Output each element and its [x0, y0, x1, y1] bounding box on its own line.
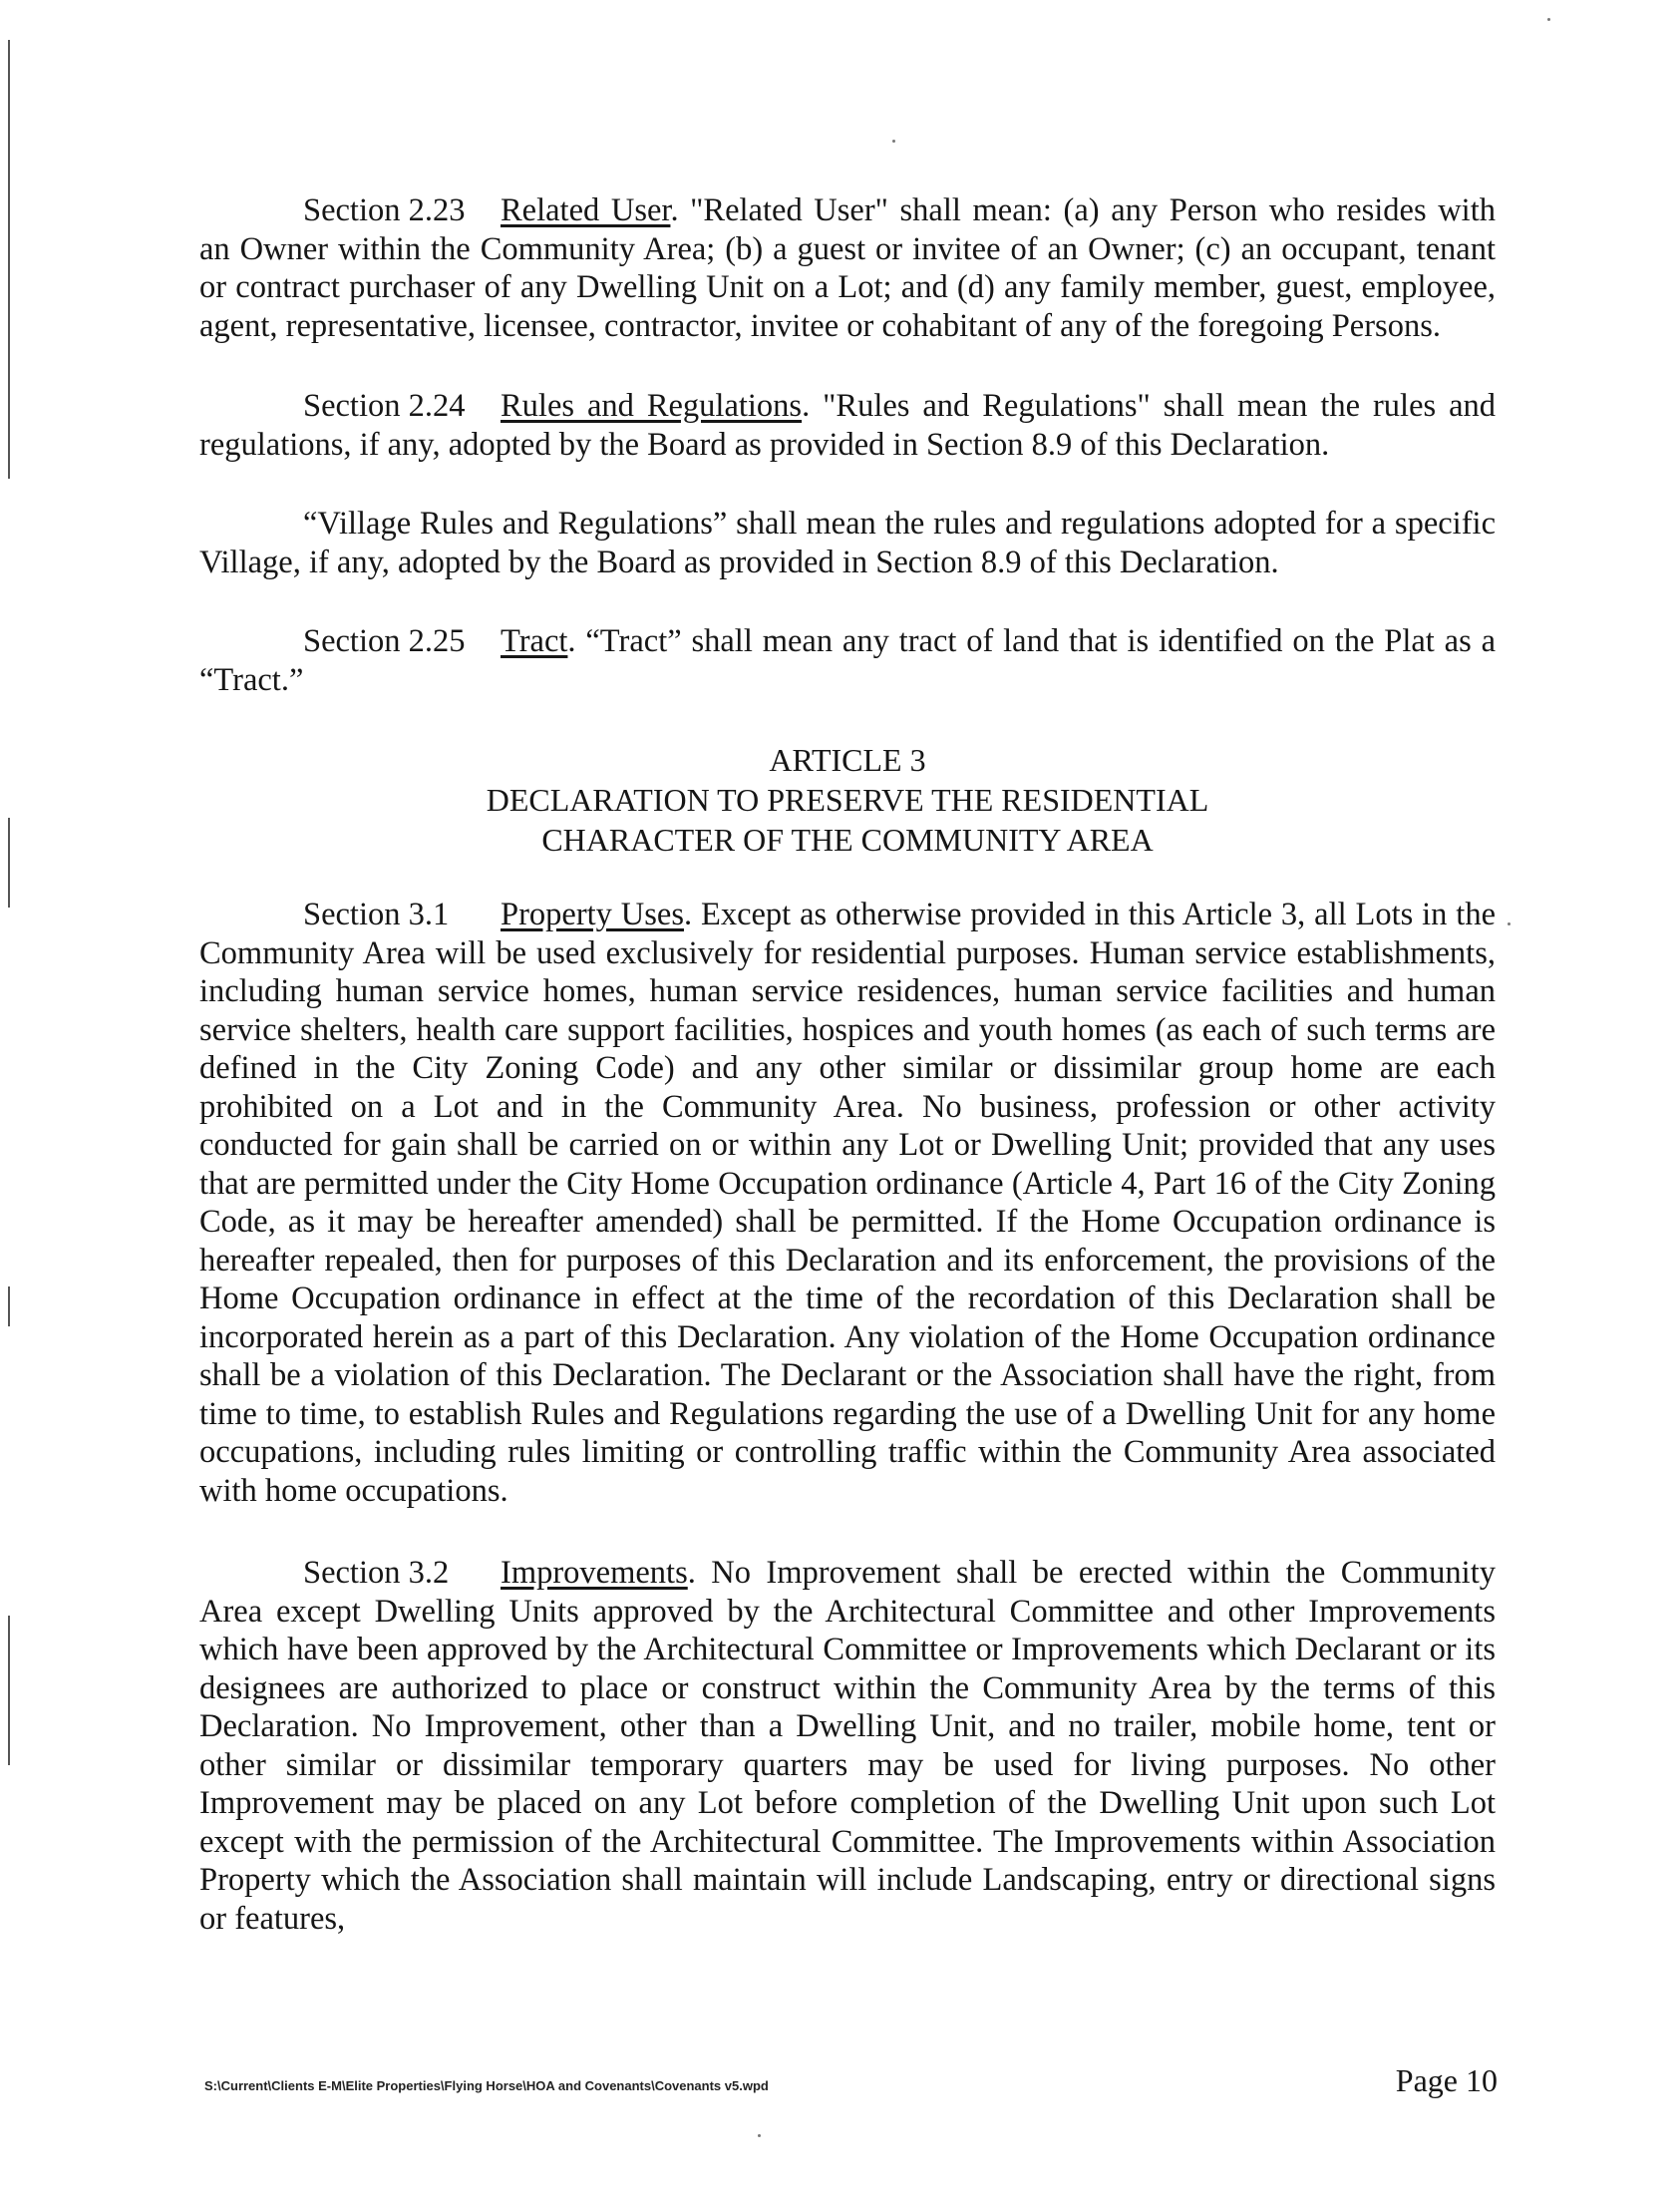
section-2-23 [199, 191, 1496, 345]
article-title-line-1: DECLARATION TO PRESERVE THE RESIDENTIAL [486, 782, 1209, 818]
scan-edge-mark [8, 818, 10, 908]
footer-file-path: S:\Current\Clients E-M\Elite Properties\Flying Horse\HOA and Covenants\Covenants v5.wpd [204, 2078, 769, 2093]
scan-speck [1547, 18, 1550, 21]
section-heading: Tract [501, 623, 568, 659]
scan-edge-mark [8, 1616, 10, 1765]
section-body: “Village Rules and Regulations” shall mean the rules and regulations adopted for a specific Village, if any, adopted by the Board as provided in Section 8.9 of this Declaration. [199, 506, 1496, 580]
section-body: . "Related User" shall mean: (a) any Person who resides with an Owner within the Community Area; (b) a guest or invitee of an Owner; (c) an occupant, tenant or contract purchaser of any Dwelling Unit on a Lot; and (d) any family member, guest, employee, agent, representative, licensee, contractor, invitee or cohabitant of any of the foregoing Persons. [199, 192, 1496, 344]
section-3-2 [199, 1554, 1496, 1938]
section-paragraph [199, 191, 1496, 345]
section-heading: Rules and Regulations [501, 388, 803, 424]
section-body: . Except as otherwise provided in this Article 3, all Lots in the Community Area will be used exclusively for residential purposes. Human service establishments, including human service homes, human service residences, human service facilities and human service shelters, health care support facilities, hospices and youth homes (as each of such terms are defined in the City Zoning Code) and any other similar or dissimilar group home are each prohibited on a Lot and in the Community Area. No business, profession or other activity conducted for gain shall be carried on or within any Lot or Dwelling Unit; provided that any uses that are permitted under the City Home Occupation ordinance (Article 4, Part 16 of the City Zoning Code, as it may be hereafter amended) shall be permitted. If the Home Occupation ordinance is hereafter repealed, then for purposes of this Declaration and its enforcement, the provisions of the Home Occupation ordinance in effect at the time of the recordation of this Declaration shall be incorporated herein as a part of this Declaration. Any violation of the Home Occupation ordinance shall be a violation of this Declaration. The Declarant or the Association shall have the right, from time to time, to establish Rules and Regulations regarding the use of a Dwelling Unit for any home occupations, including rules limiting or controlling traffic within the Community Area associated with home occupations. [199, 897, 1496, 1509]
section-body: . “Tract” shall mean any tract of land that is identified on the Plat as a “Tract.” [199, 623, 1496, 698]
village-rules-paragraph [199, 505, 1496, 581]
section-paragraph [199, 505, 1496, 581]
section-number: Section 2.24 [303, 388, 466, 424]
section-number: Section 3.2 [303, 1555, 450, 1591]
article-title-line-2: CHARACTER OF THE COMMUNITY AREA [541, 822, 1154, 858]
section-paragraph [199, 622, 1496, 699]
section-2-24 [199, 387, 1496, 464]
section-heading: Property Uses [501, 897, 684, 932]
section-body: . No Improvement shall be erected within the Community Area except Dwelling Units approved by the Architectural Committee and other Improvements which have been approved by the Architectural Committee or Improvements which Declarant or its designees are authorized to place or construct within the Community Area by the terms of this Declaration. No Improvement, other than a Dwelling Unit, and no trailer, mobile home, tent or other similar or dissimilar temporary quarters may be used for living purposes. No other Improvement may be placed on any Lot before completion of the Dwelling Unit upon such Lot except with the permission of the Architectural Committee. The Improvements within Association Property which the Association shall maintain will include Landscaping, entry or directional signs or features, [199, 1555, 1496, 1937]
section-paragraph [199, 1554, 1496, 1938]
scan-speck [1508, 922, 1511, 925]
section-2-25 [199, 622, 1496, 699]
scan-edge-mark [8, 40, 10, 479]
scan-edge-mark [8, 1286, 10, 1326]
page-number: Page 10 [1395, 2062, 1498, 2098]
section-paragraph [199, 896, 1496, 1510]
scan-speck [892, 140, 895, 143]
section-paragraph [199, 387, 1496, 464]
section-number: Section 2.23 [303, 192, 466, 228]
section-3-1 [199, 896, 1496, 1510]
section-number: Section 3.1 [303, 897, 450, 932]
section-heading: Related User [501, 192, 671, 228]
article-heading [199, 740, 1496, 860]
scan-speck [758, 2134, 761, 2137]
section-number: Section 2.25 [303, 623, 466, 659]
section-body: . "Rules and Regulations" shall mean the rules and regulations, if any, adopted by the Board as provided in Section 8.9 of this Declaration. [199, 388, 1496, 463]
section-heading: Improvements [501, 1555, 688, 1591]
article-number: ARTICLE 3 [769, 742, 926, 778]
